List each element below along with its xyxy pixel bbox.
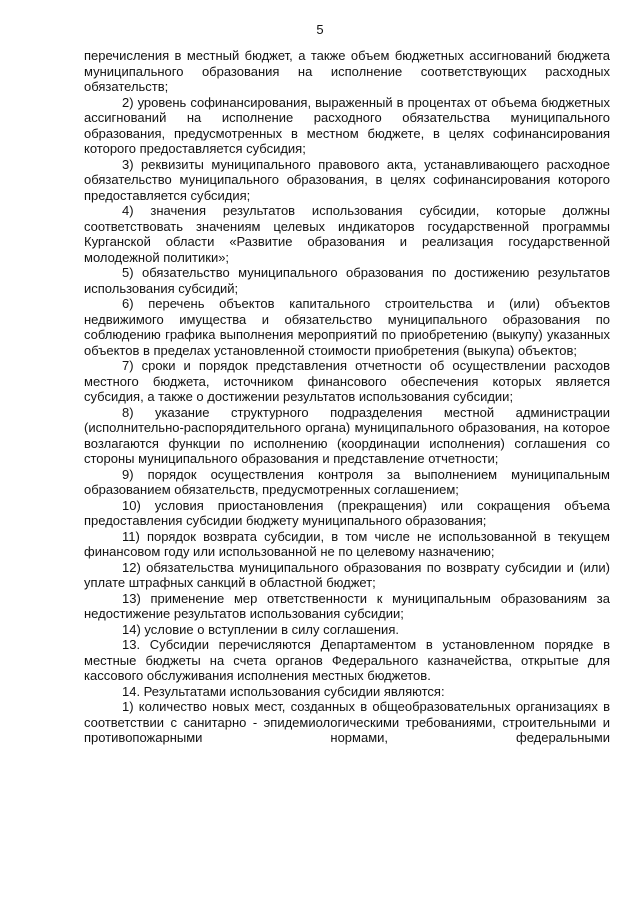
list-item-12: 12) обязательства муниципального образования по возврату субсидии и (или) уплате штрафных санкций в областной бюджет; [84,559,610,590]
list-item-14: 14) условие о вступлении в силу соглашения. [122,621,399,637]
list-item-13: 13) применение мер ответственности к муниципальным образованиям за недостижение результатов использования субсидии; [84,590,610,621]
list-item-5: 5) обязательство муниципального образования по достижению результатов использования субсидий; [84,265,610,296]
list-item-2: 2) уровень софинансирования, выраженный в процентах от объема бюджетных ассигнований на исполнение расходного обязательства муниципального образования, предусмотренных в местном бюджете, в целях софинансирования которого предоставляется субсидия; [84,94,610,156]
page-number: 5 [316,22,324,37]
list-item-3: 3) реквизиты муниципального правового акта, устанавливающего расходное обязательство муниципального образования, в целях софинансирования которого предоставляется субсидия; [84,156,610,203]
list-item-10: 10) условия приостановления (прекращения) или сокращения объема предоставления субсидии бюджету муниципального образования; [84,497,610,528]
paragraph-continuation: перечисления в местный бюджет, а также объем бюджетных ассигнований бюджета муниципального образования на исполнение соответствующих расходных обязательств; [84,48,610,94]
list-item-11: 11) порядок возврата субсидии, в том числе не использованной в текущем финансовом году или использованной не по целевому назначению; [84,528,610,559]
document-body [84,48,610,746]
list-item-7: 7) сроки и порядок представления отчетности об осуществлении расходов местного бюджета, источником финансового обеспечения которых является субсидия, а также о достижении результатов использования субсидии; [84,358,610,404]
section-13-paragraph: 13. Субсидии перечисляются Департаментом в установленном порядке в местные бюджеты на счета органов Федерального казначейства, открытые для кассового обслуживания исполнения местных бюджетов. [84,637,610,683]
list-item-9: 9) порядок осуществления контроля за выполнением муниципальным образованием обязательств, предусмотренных соглашением; [84,466,610,497]
result-item-1: 1) количество новых мест, созданных в общеобразовательных организациях в соответствии с санитарно - эпидемиологическими требованиями, строительными и противопожарными нормами, федеральными [84,699,610,745]
section-14-heading: 14. Результатами использования субсидии являются: [122,683,445,699]
list-item-4: 4) значения результатов использования субсидии, которые должны соответствовать значениям целевых индикаторов государственной программы Курганской области «Развитие образования и реализация государственной молодежной политики»; [84,203,610,265]
list-item-6: 6) перечень объектов капитального строительства и (или) объектов недвижимого имущества и обязательство муниципального образования по соблюдению графика выполнения мероприятий по приобретению (выкупу) указанных объектов в пределах установленной стоимости приобретения (выкупа) объектов; [84,296,610,358]
list-item-8: 8) указание структурного подразделения местной администрации (исполнительно-распорядительного органа) муниципального образования, на которое возлагаются функции по исполнению (координации исполнения) соглашения со стороны муниципального образования и представление отчетности; [84,404,610,466]
